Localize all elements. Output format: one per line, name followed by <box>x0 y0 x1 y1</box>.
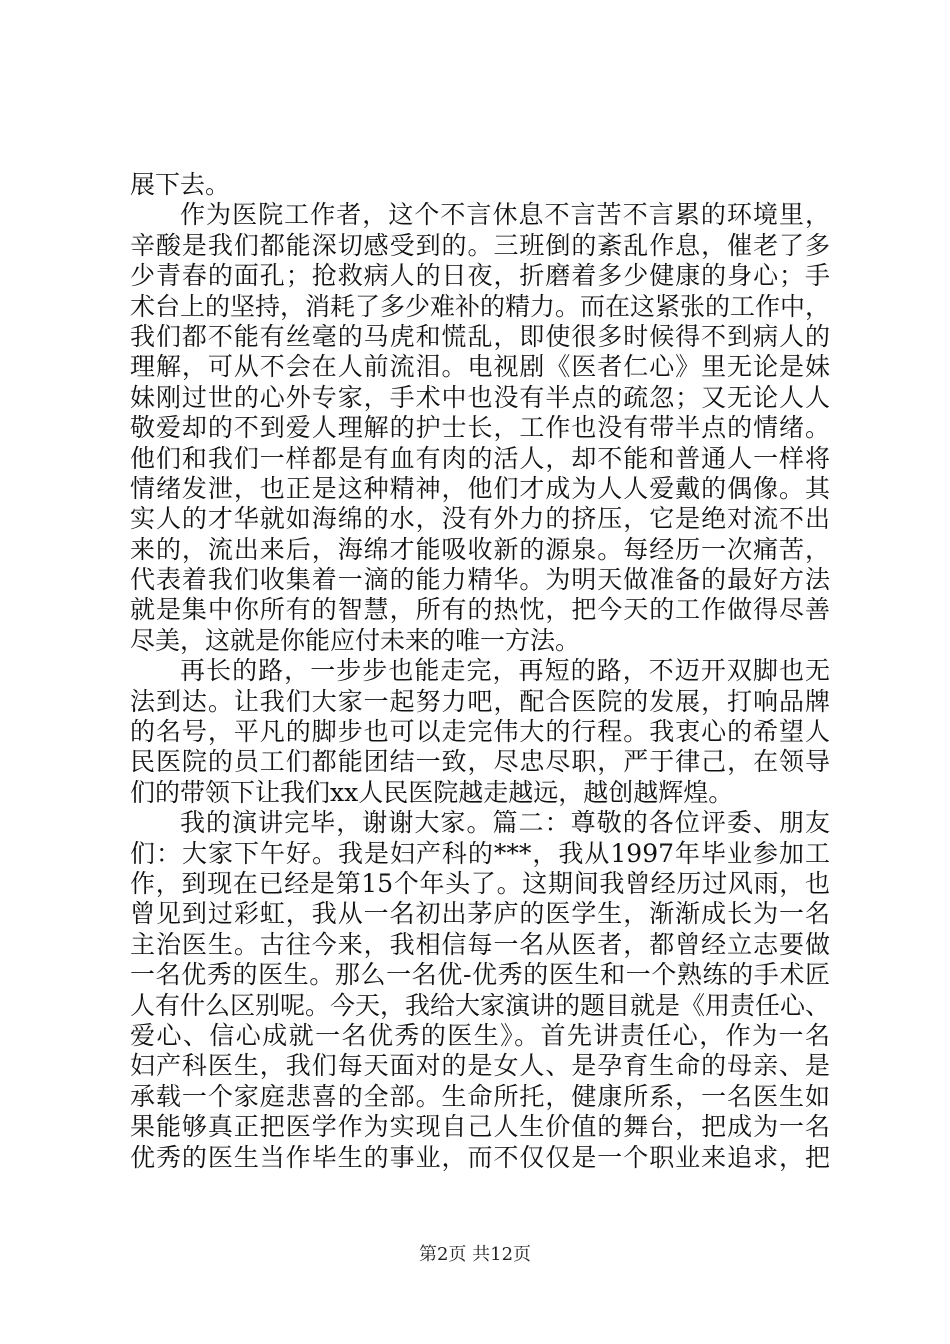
text-line: 情绪发泄，也正是这种精神，他们才成为人人爱戴的偶像。其 <box>130 473 830 503</box>
text-line: 敬爱却的不到爱人理解的护士长，工作也没有带半点的情绪。 <box>130 413 830 443</box>
text-line: 尽美，这就是你能应付未来的唯一方法。 <box>130 625 581 655</box>
text-line: 作，到现在已经是第15个年头了。这期间我曾经历过风雨，也 <box>130 868 830 898</box>
text-line: 主治医生。古往今来，我相信每一名从医者，都曾经立志要做 <box>130 929 830 959</box>
text-line: 优秀的医生当作毕生的事业，而不仅仅是一个职业来追求，把 <box>130 1142 830 1172</box>
text-line: 展下去。 <box>130 170 231 199</box>
text-line: 果能够真正把医学作为实现自己人生价值的舞台，把成为一名 <box>130 1112 830 1142</box>
text-line: 民医院的员工们都能团结一致，尽忠尽职，严于律己，在领导 <box>130 747 830 777</box>
text-line: 代表着我们收集着一滴的能力精华。为明天做准备的最好方法 <box>130 565 830 595</box>
text-line: 爱心、信心成就一名优秀的医生》。首先讲责任心，作为一名 <box>130 1020 830 1050</box>
text-line: 理解，可从不会在人前流泪。电视剧《医者仁心》里无论是妹 <box>130 352 830 382</box>
text-line: 承载一个家庭悲喜的全部。生命所托，健康所系，一名医生如 <box>130 1081 830 1111</box>
document-body <box>130 170 830 1173</box>
text-line: 辛酸是我们都能深切感受到的。三班倒的紊乱作息，催老了多 <box>130 230 830 260</box>
text-line: 人有什么区别呢。今天，我给大家演讲的题目就是《用责任心、 <box>130 990 831 1020</box>
text-line: 妇产科医生，我们每天面对的是女人、是孕育生命的母亲、是 <box>130 1051 830 1081</box>
text-line: 术台上的坚持，消耗了多少难补的精力。而在这紧张的工作中， <box>130 291 831 321</box>
text-line: 我们都不能有丝毫的马虎和慌乱，即使很多时候得不到病人的 <box>130 321 830 351</box>
text-line: 少青春的面孔；抢救病人的日夜，折磨着多少健康的身心；手 <box>130 261 830 291</box>
text-line: 法到达。让我们大家一起努力吧，配合医院的发展，打响品牌 <box>130 686 830 716</box>
text-line: 们的带领下让我们xx人民医院越走越远，越创越辉煌。 <box>130 777 734 807</box>
text-line: 妹刚过世的心外专家，手术中也没有半点的疏忽；又无论人人 <box>130 382 830 412</box>
text-line: 再长的路，一步步也能走完，再短的路，不迈开双脚也无 <box>180 656 830 686</box>
page-number-footer: 第2页 共12页 <box>418 1244 532 1265</box>
text-line: 就是集中你所有的智慧，所有的热忱，把今天的工作做得尽善 <box>130 595 830 625</box>
text-line: 作为医院工作者，这个不言休息不言苦不言累的环境里， <box>180 200 830 230</box>
text-line: 实人的才华就如海绵的水，没有外力的挤压，它是绝对流不出 <box>130 504 830 534</box>
text-line: 一名优秀的医生。那么一名优-优秀的医生和一个熟练的手术匠 <box>130 960 830 990</box>
text-line: 的名号，平凡的脚步也可以走完伟大的行程。我衷心的希望人 <box>130 717 830 747</box>
text-line: 曾见到过彩虹，我从一名初出茅庐的医学生，渐渐成长为一名 <box>130 899 830 929</box>
text-line: 他们和我们一样都是有血有肉的活人，却不能和普通人一样将 <box>130 443 830 473</box>
text-line: 们：大家下午好。我是妇产科的***，我从1997年毕业参加工 <box>130 838 830 868</box>
text-line: 我的演讲完毕，谢谢大家。篇二：尊敬的各位评委、朋友 <box>180 808 830 838</box>
text-line: 来的，流出来后，海绵才能吸收新的源泉。每经历一次痛苦， <box>130 534 830 564</box>
